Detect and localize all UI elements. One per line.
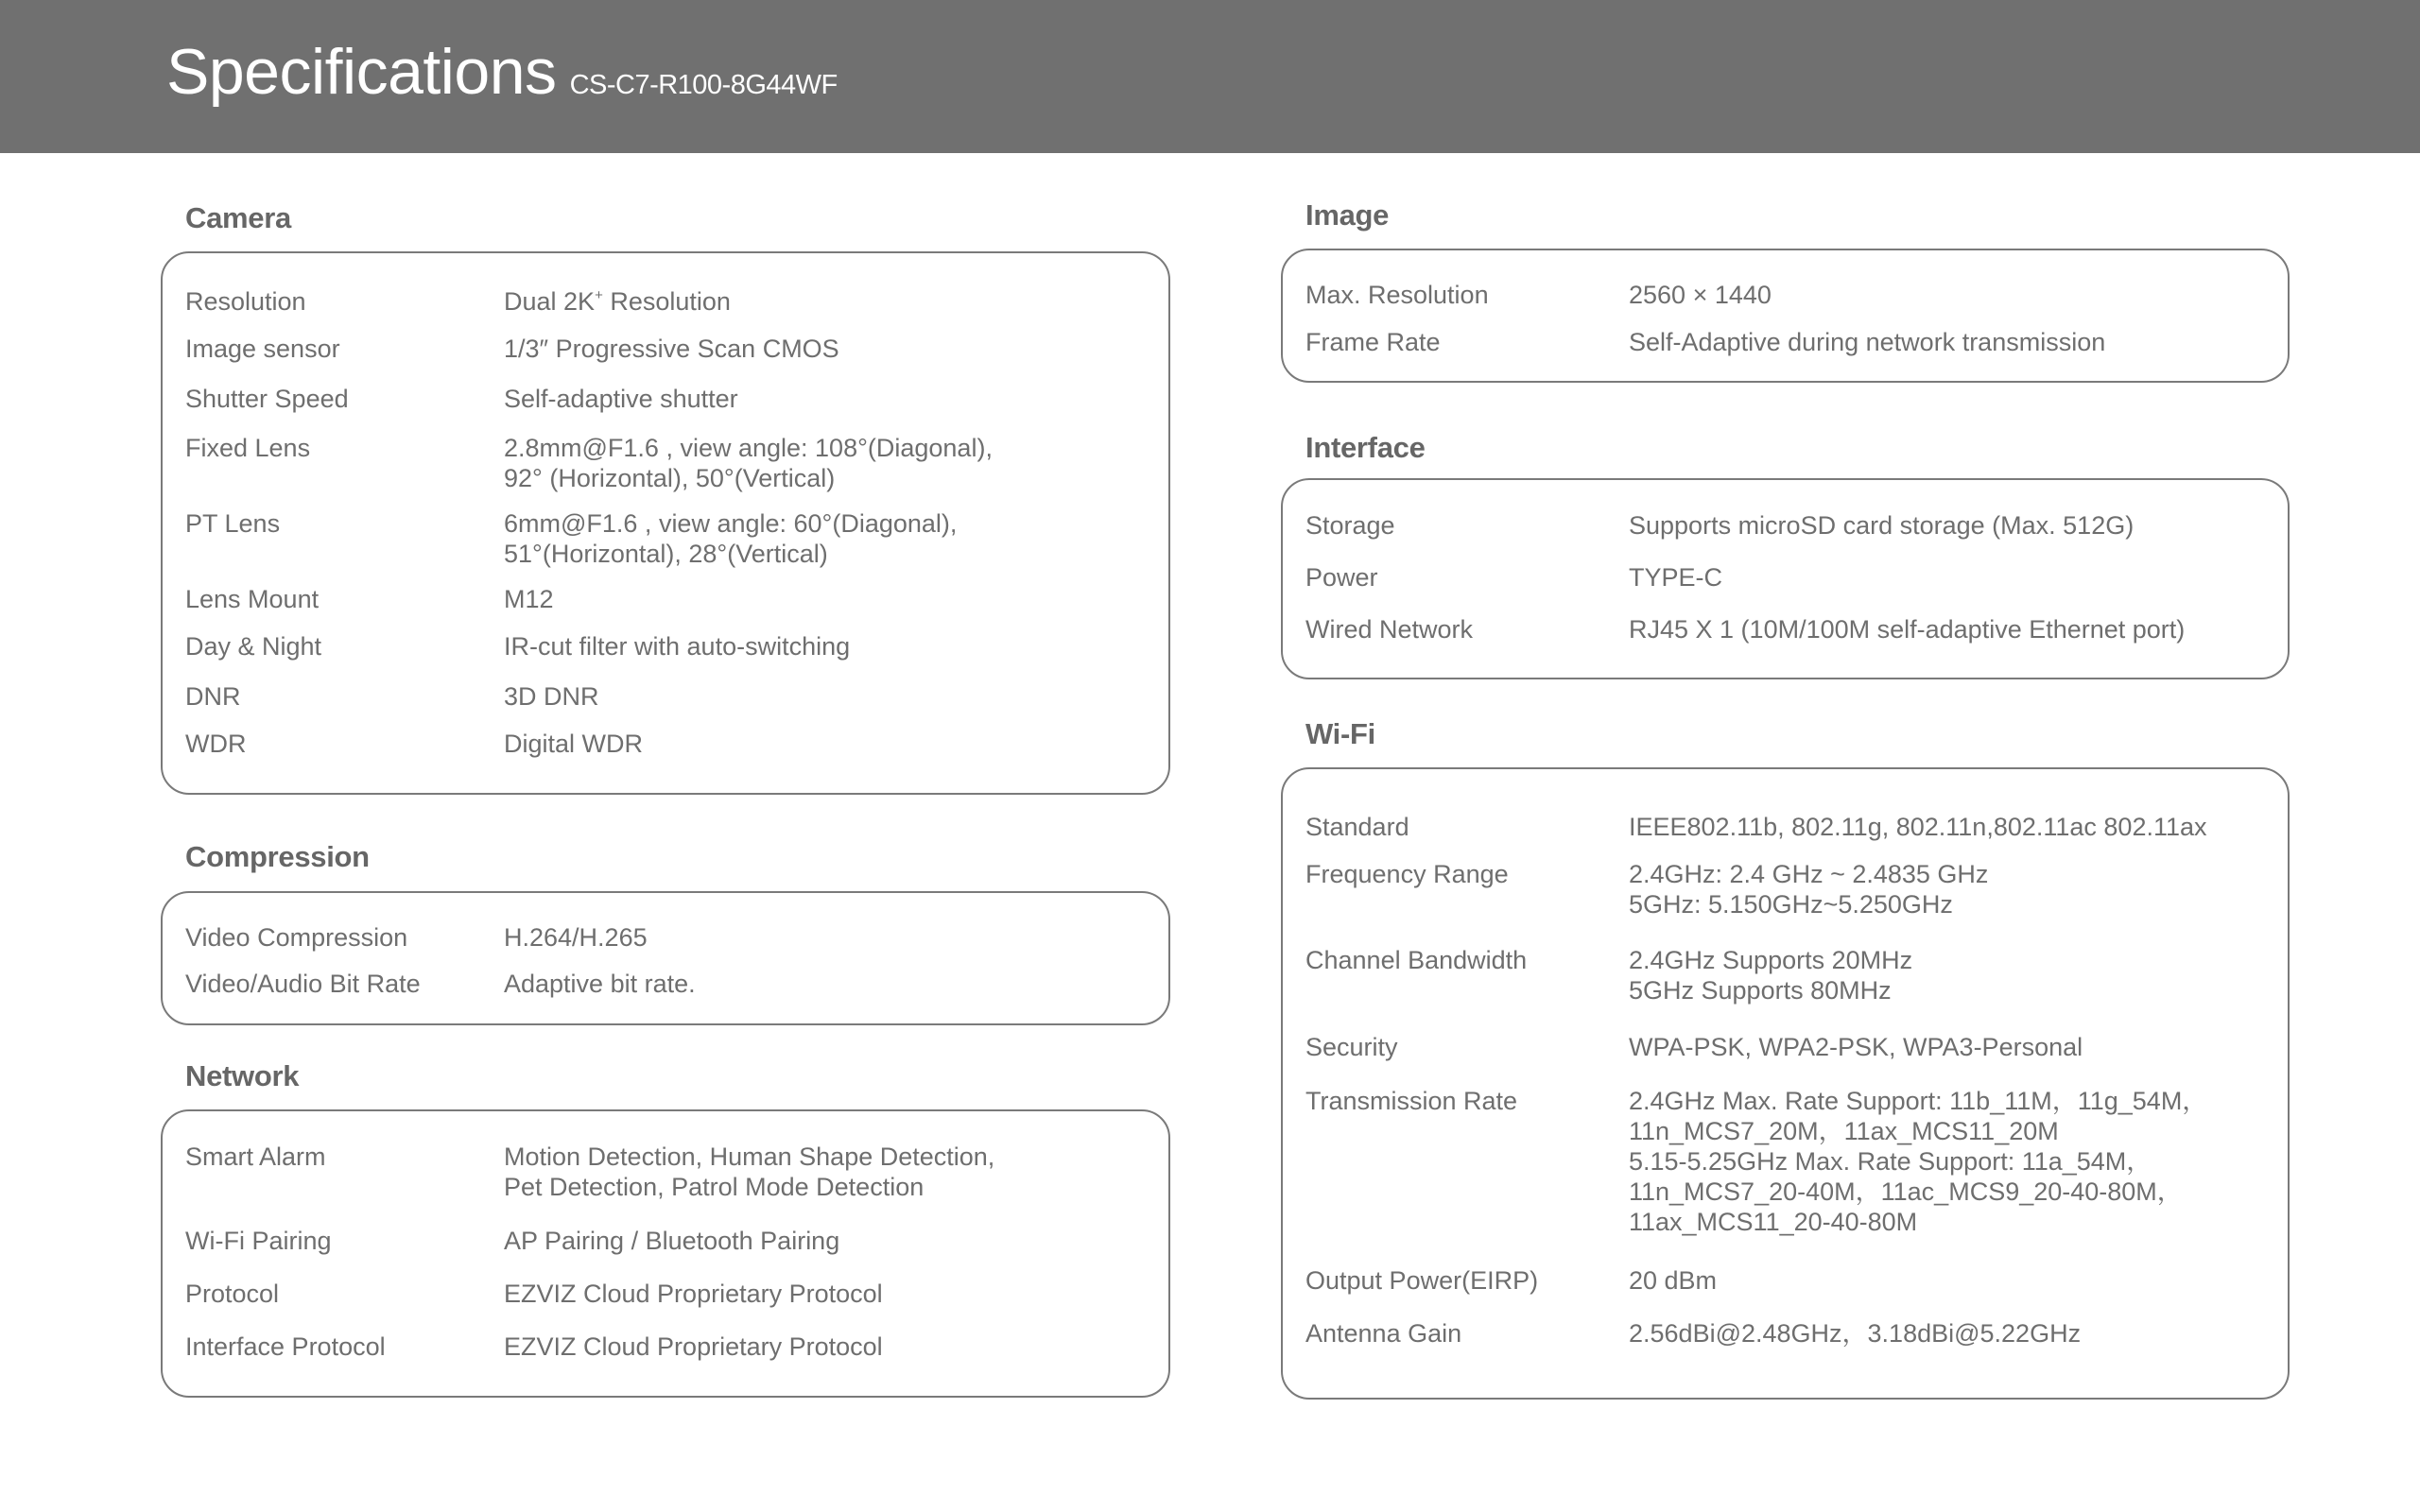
section-title-compression: Compression xyxy=(185,840,370,873)
spec-label: WDR xyxy=(185,730,247,758)
spec-value xyxy=(504,1226,839,1256)
spec-value-line: 11n_MCS7_20M，11ax_MCS11_20M xyxy=(1629,1117,2059,1145)
spec-label: Transmission Rate xyxy=(1305,1087,1518,1115)
spec-label: Storage xyxy=(1305,511,1395,540)
spec-value-line: Motion Detection, Human Shape Detection, xyxy=(504,1143,995,1171)
spec-label: Lens Mount xyxy=(185,585,320,613)
spec-label: Day & Night xyxy=(185,632,322,661)
spec-value-text: Resolution xyxy=(602,287,731,316)
spec-value xyxy=(504,1332,883,1362)
spec-label: Smart Alarm xyxy=(185,1143,326,1171)
section-title-camera: Camera xyxy=(185,201,291,234)
spec-value-line: IR-cut filter with auto-switching xyxy=(504,632,851,661)
spec-value xyxy=(504,384,738,414)
spec-label: Frequency Range xyxy=(1305,860,1509,888)
spec-label: Channel Bandwidth xyxy=(1305,946,1528,974)
spec-value-line: 1/3″ Progressive Scan CMOS xyxy=(504,335,839,363)
spec-box-interface xyxy=(1281,478,2290,679)
spec-label: Antenna Gain xyxy=(1305,1319,1462,1348)
spec-value xyxy=(504,433,993,493)
spec-value-line: EZVIZ Cloud Proprietary Protocol xyxy=(504,1280,883,1308)
spec-value-line: 20 dBm xyxy=(1629,1266,1718,1295)
spec-value-line: IEEE802.11b, 802.11g, 802.11n,802.11ac 802.11ax xyxy=(1629,813,2207,841)
section-title-interface: Interface xyxy=(1305,431,1426,464)
spec-label: Standard xyxy=(1305,813,1409,841)
spec-value xyxy=(504,1142,994,1202)
spec-value-text: Dual 2K xyxy=(504,287,596,316)
spec-value-line: M12 xyxy=(504,585,554,613)
spec-value xyxy=(504,584,554,614)
superscript-plus: + xyxy=(595,287,603,303)
spec-label: Video Compression xyxy=(185,923,408,952)
section-title-image: Image xyxy=(1305,198,1390,232)
spec-value-line: WPA-PSK, WPA2-PSK, WPA3-Personal xyxy=(1629,1033,2083,1061)
spec-box-compression xyxy=(161,891,1170,1025)
spec-value xyxy=(1629,510,2134,541)
spec-value-line: TYPE-C xyxy=(1629,563,1723,592)
spec-value-line: 2.56dBi@2.48GHz，3.18dBi@5.22GHz xyxy=(1629,1319,2082,1348)
spec-value xyxy=(1629,812,2207,842)
spec-value-line: 2.8mm@F1.6 , view angle: 108°(Diagonal), xyxy=(504,434,993,462)
spec-value-line: 2.4GHz Max. Rate Support: 11b_11M，11g_54M， xyxy=(1629,1087,2208,1115)
spec-value xyxy=(1629,1265,1717,1296)
spec-label: Interface Protocol xyxy=(185,1332,386,1361)
spec-value-line: Adaptive bit rate. xyxy=(504,970,696,998)
spec-label: Image sensor xyxy=(185,335,340,363)
section-title-wifi: Wi-Fi xyxy=(1305,717,1375,750)
spec-value-line: Self-adaptive shutter xyxy=(504,385,738,413)
spec-value-line: Pet Detection, Patrol Mode Detection xyxy=(504,1173,925,1201)
spec-value xyxy=(1629,859,1988,919)
spec-value-line: 5GHz Supports 80MHz xyxy=(1629,976,1892,1005)
spec-value-line: 11n_MCS7_20-40M，11ac_MCS9_20-40-80M， xyxy=(1629,1177,2183,1206)
spec-value xyxy=(504,1279,883,1309)
spec-value-line: Self-Adaptive during network transmission xyxy=(1629,328,2106,356)
spec-value-line: H.264/H.265 xyxy=(504,923,648,952)
model-number: CS-C7-R100-8G44WF xyxy=(569,70,838,100)
spec-value xyxy=(504,681,599,712)
spec-box-image xyxy=(1281,249,2290,383)
spec-label: Max. Resolution xyxy=(1305,281,1489,309)
spec-value-line: Digital WDR xyxy=(504,730,644,758)
spec-value-line: 2.4GHz Supports 20MHz xyxy=(1629,946,1913,974)
spec-value-line: 2560 × 1440 xyxy=(1629,281,1772,309)
spec-value-line: 5GHz: 5.150GHz~5.250GHz xyxy=(1629,890,1953,919)
spec-value xyxy=(504,631,850,662)
spec-label: Wired Network xyxy=(1305,615,1474,644)
spec-value-line: Supports microSD card storage (Max. 512G) xyxy=(1629,511,2135,540)
spec-value xyxy=(504,922,648,953)
spec-value-line: 2.4GHz: 2.4 GHz ~ 2.4835 GHz xyxy=(1629,860,1989,888)
spec-value-line: 51°(Horizontal), 28°(Vertical) xyxy=(504,540,828,568)
spec-label: Wi-Fi Pairing xyxy=(185,1227,332,1255)
page-title-text: Specifications xyxy=(166,36,557,108)
spec-value-line: 6mm@F1.6 , view angle: 60°(Diagonal), xyxy=(504,509,958,538)
spec-value-line: AP Pairing / Bluetooth Pairing xyxy=(504,1227,840,1255)
spec-value xyxy=(504,969,696,999)
spec-value-line: 92° (Horizontal), 50°(Vertical) xyxy=(504,464,836,492)
spec-value-line: EZVIZ Cloud Proprietary Protocol xyxy=(504,1332,883,1361)
spec-label: Output Power(EIRP) xyxy=(1305,1266,1539,1295)
spec-value xyxy=(504,508,957,569)
page-title xyxy=(166,34,838,123)
spec-value xyxy=(1629,1086,2207,1237)
spec-value xyxy=(504,286,731,317)
spec-value xyxy=(1629,1032,2083,1062)
spec-value-line: 3D DNR xyxy=(504,682,599,711)
spec-value xyxy=(1629,280,1772,310)
spec-value-line: 5.15-5.25GHz Max. Rate Support: 11a_54M， xyxy=(1629,1147,2152,1176)
spec-value xyxy=(1629,614,2185,644)
page-header xyxy=(0,0,2420,153)
spec-label: Resolution xyxy=(185,287,306,316)
spec-label: Shutter Speed xyxy=(185,385,349,413)
spec-value-line: 11ax_MCS11_20-40-80M xyxy=(1629,1208,1918,1236)
spec-value xyxy=(1629,1318,2081,1349)
spec-value xyxy=(504,729,643,759)
spec-value xyxy=(1629,945,1912,1005)
spec-value xyxy=(504,334,839,364)
spec-value xyxy=(1629,562,1722,593)
spec-label: Frame Rate xyxy=(1305,328,1441,356)
spec-label: Protocol xyxy=(185,1280,280,1308)
spec-label: Power xyxy=(1305,563,1378,592)
spec-label: Fixed Lens xyxy=(185,434,311,462)
spec-label: Security xyxy=(1305,1033,1398,1061)
spec-value-line: RJ45 X 1 (10M/100M self-adaptive Ethernet port) xyxy=(1629,615,2186,644)
spec-value xyxy=(1629,327,2105,357)
spec-label: PT Lens xyxy=(185,509,281,538)
spec-label: DNR xyxy=(185,682,241,711)
spec-label: Video/Audio Bit Rate xyxy=(185,970,421,998)
section-title-network: Network xyxy=(185,1059,300,1092)
